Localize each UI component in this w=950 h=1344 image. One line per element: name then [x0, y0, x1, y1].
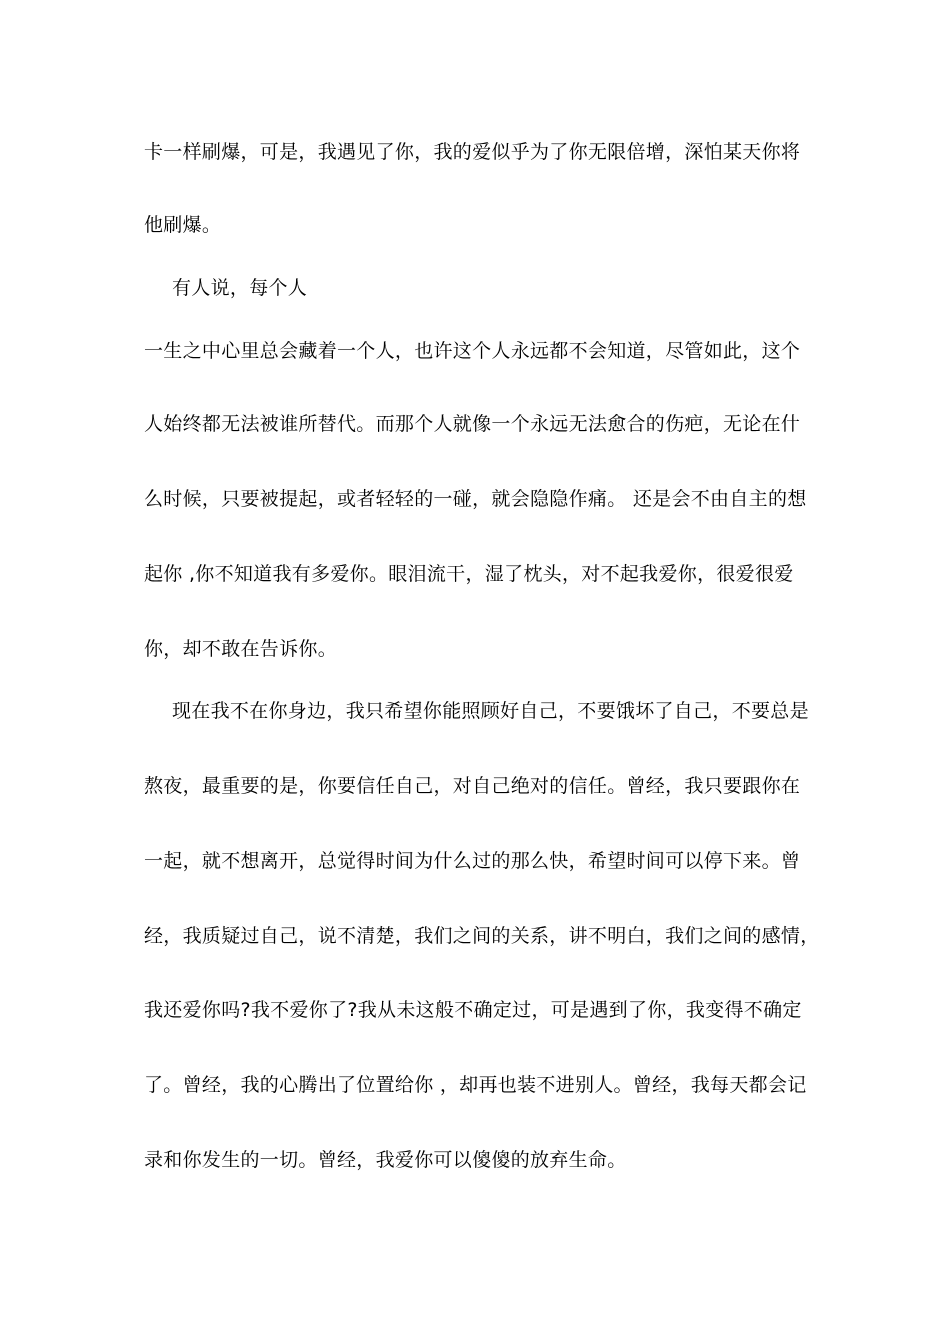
text-line: 经，我质疑过自己，说不清楚，我们之间的关系，讲不明白，我们之间的感情，: [144, 925, 820, 947]
text-line: 他刷爆。: [144, 214, 222, 236]
text-line: 一生之中心里总会藏着一个人，也许这个人永远都不会知道，尽管如此，这个: [144, 340, 801, 362]
text-line: 卡一样刷爆，可是，我遇见了你，我的爱似乎为了你无限倍增，深怕某天你将: [144, 141, 801, 163]
text-line: 了。曾经，我的心腾出了位置给你 ，却再也装不进别人。曾经，我每天都会记: [144, 1074, 807, 1096]
text-line: 起你 ,你不知道我有多爱你。眼泪流干，湿了枕头，对不起我爱你，很爱很爱: [144, 563, 794, 585]
paragraph-start-line: 现在我不在你身边，我只希望你能照顾好自己，不要饿坏了自己，不要总是: [172, 700, 809, 722]
text-line: 我还爱你吗?我不爱你了?我从未这般不确定过，可是遇到了你，我变得不确定: [144, 999, 802, 1021]
text-line: 你，却不敢在告诉你。: [144, 638, 338, 660]
text-line: 么时候，只要被提起，或者轻轻的一碰，就会隐隐作痛。 还是会不由自主的想: [144, 488, 807, 510]
text-line: 人始终都无法被谁所替代。而那个人就像一个永远无法愈合的伤疤，无论在什: [144, 413, 801, 435]
text-line: 一起，就不想离开，总觉得时间为什么过的那么快，希望时间可以停下来。曾: [144, 850, 801, 872]
paragraph-start-line: 有人说，每个人: [172, 277, 308, 299]
text-line: 熬夜，最重要的是，你要信任自己，对自己绝对的信任。曾经，我只要跟你在: [144, 775, 801, 797]
text-line: 录和你发生的一切。曾经，我爱你可以傻傻的放弃生命。: [144, 1149, 627, 1171]
